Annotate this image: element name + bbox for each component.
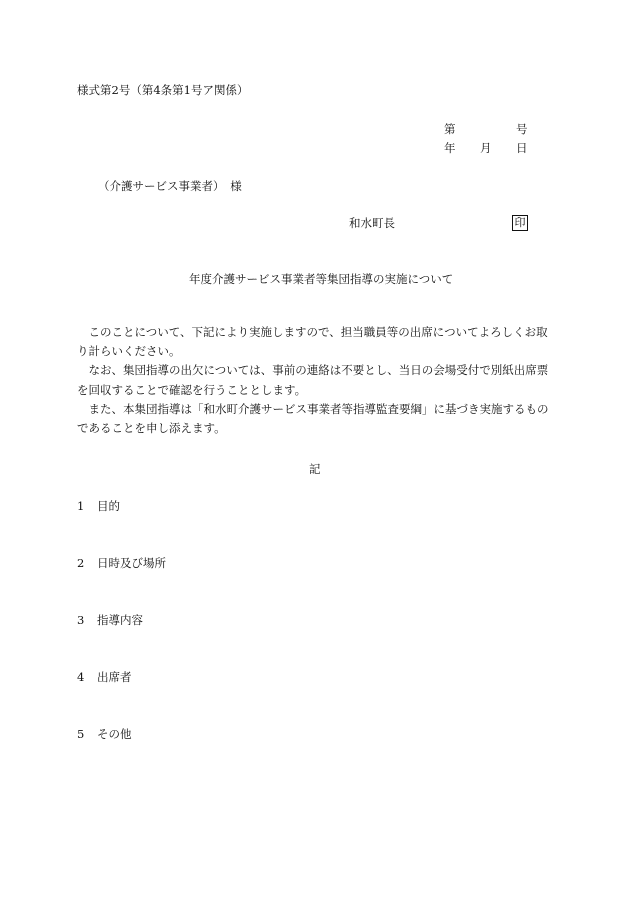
item-label: 指導内容 bbox=[97, 613, 143, 627]
document-subject: 年度介護サービス事業者等集団指導の実施について bbox=[189, 272, 454, 286]
item-label: 日時及び場所 bbox=[97, 556, 166, 570]
item-number: 5 bbox=[77, 727, 85, 741]
form-number: 様式第2号（第4条第1号ア関係） bbox=[77, 83, 249, 97]
addressee: （介護サービス事業者） 様 bbox=[98, 179, 242, 193]
document-number-prefix: 第 bbox=[444, 122, 456, 136]
date-month-label: 月 bbox=[480, 141, 492, 155]
date-year-label: 年 bbox=[444, 141, 456, 155]
body-paragraph: このことについて、下記により実施しますので、担当職員等の出席についてよろしくお取り計らいください。 bbox=[77, 325, 548, 359]
list-item bbox=[77, 501, 120, 513]
list-item bbox=[77, 672, 132, 684]
item-label: その他 bbox=[97, 727, 132, 741]
body-text bbox=[77, 323, 551, 438]
list-item bbox=[77, 729, 132, 741]
item-number: 2 bbox=[77, 556, 85, 570]
item-label: 目的 bbox=[97, 499, 120, 513]
item-number: 3 bbox=[77, 613, 85, 627]
sender-name: 和水町長 bbox=[349, 216, 395, 230]
item-number: 4 bbox=[77, 670, 85, 684]
body-paragraph: なお、集団指導の出欠については、事前の連絡は不要とし、当日の会場受付で別紙出席票を回収することで確認を行うこととします。 bbox=[77, 363, 549, 397]
list-item bbox=[77, 615, 143, 627]
list-item bbox=[77, 558, 166, 570]
item-number: 1 bbox=[77, 499, 85, 513]
seal-mark: 印 bbox=[512, 215, 528, 231]
item-label: 出席者 bbox=[97, 670, 132, 684]
document-number-suffix: 号 bbox=[516, 122, 528, 136]
date-day-label: 日 bbox=[516, 141, 528, 155]
ki-heading: 記 bbox=[309, 462, 321, 476]
body-paragraph: また、本集団指導は「和水町介護サービス事業者等指導監査要綱」に基づき実施するものであることを申し添えます。 bbox=[77, 401, 549, 436]
